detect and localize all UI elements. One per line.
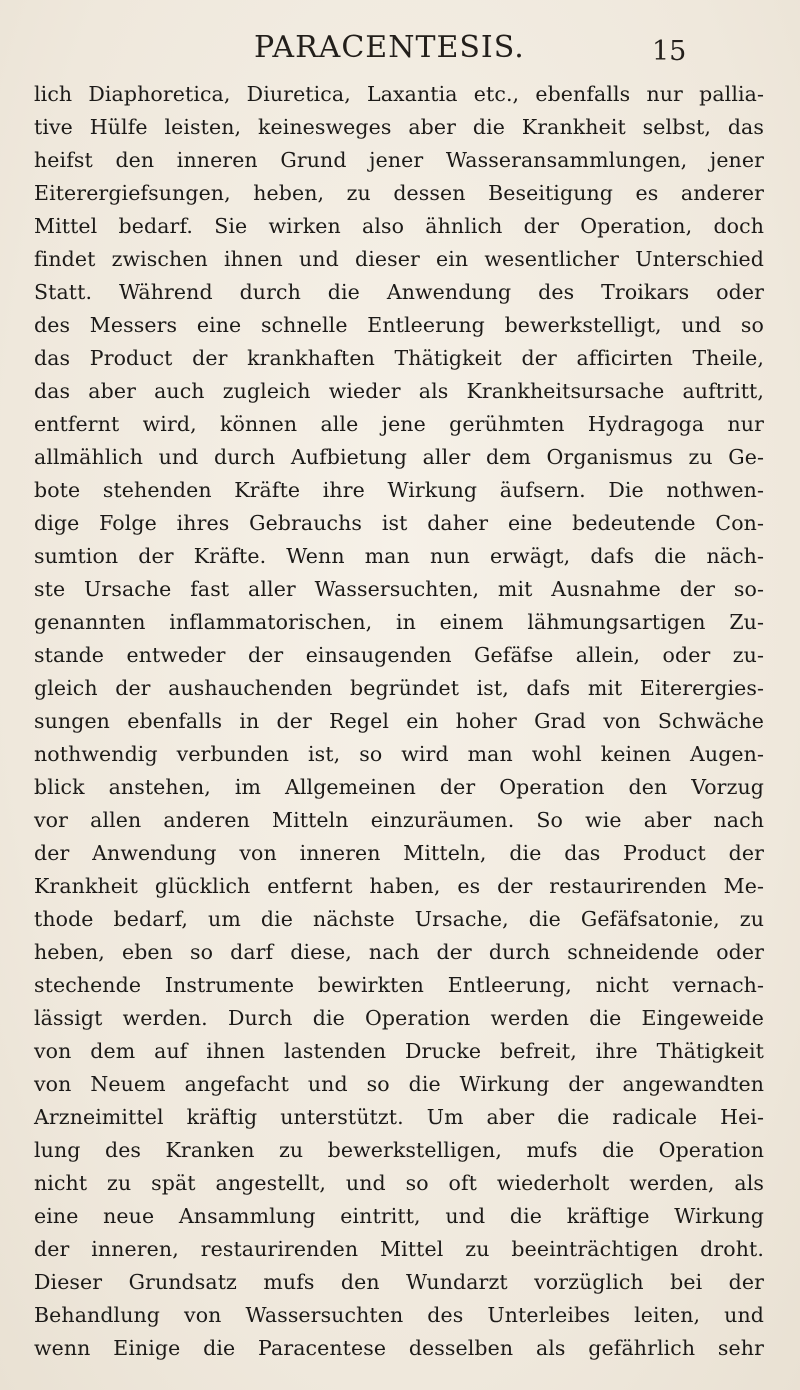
running-head xyxy=(0,26,800,66)
text-line: bote stehenden Kräfte ihre Wirkung äufsern. Die nothwen- xyxy=(34,478,764,502)
text-line: Eiterergiefsungen, heben, zu dessen Beseitigung es anderer xyxy=(34,181,764,205)
text-line: Arzneimittel kräftig unterstützt. Um aber die radicale Hei- xyxy=(34,1105,764,1129)
text-line: stechende Instrumente bewirkten Entleerung, nicht vernach- xyxy=(34,973,764,997)
text-line: das aber auch zugleich wieder als Krankheitsursache auftritt, xyxy=(34,379,764,403)
text-line: tive Hülfe leisten, keinesweges aber die Krankheit selbst, das xyxy=(34,115,764,139)
text-line: das Product der krankhaften Thätigkeit der afficirten Theile, xyxy=(34,346,764,370)
text-line: sungen ebenfalls in der Regel ein hoher Grad von Schwäche xyxy=(34,709,764,733)
text-line: der inneren, restaurirenden Mittel zu beeinträchtigen droht. xyxy=(34,1237,764,1261)
page-number: 15 xyxy=(652,36,687,67)
text-line: entfernt wird, können alle jene gerühmten Hydragoga nur xyxy=(34,412,764,436)
text-line: Behandlung von Wassersuchten des Unterleibes leiten, und xyxy=(34,1303,764,1327)
text-line: lässigt werden. Durch die Operation werden die Eingeweide xyxy=(34,1006,764,1030)
text-line: ste Ursache fast aller Wassersuchten, mit Ausnahme der so- xyxy=(34,577,764,601)
text-line: thode bedarf, um die nächste Ursache, die Gefäfsatonie, zu xyxy=(34,907,764,931)
text-line: Krankheit glücklich entfernt haben, es der restaurirenden Me- xyxy=(34,874,764,898)
text-line: heifst den inneren Grund jener Wasseransammlungen, jener xyxy=(34,148,764,172)
text-line: lich Diaphoretica, Diuretica, Laxantia etc., ebenfalls nur pallia- xyxy=(34,82,764,106)
text-line: des Messers eine schnelle Entleerung bewerkstelligt, und so xyxy=(34,313,764,337)
text-line: der Anwendung von inneren Mitteln, die das Product der xyxy=(34,841,764,865)
text-line: findet zwischen ihnen und dieser ein wesentlicher Unterschied xyxy=(34,247,764,271)
text-line: Mittel bedarf. Sie wirken also ähnlich der Operation, doch xyxy=(34,214,764,238)
text-line: allmählich und durch Aufbietung aller dem Organismus zu Ge- xyxy=(34,445,764,469)
text-line: lung des Kranken zu bewerkstelligen, mufs die Operation xyxy=(34,1138,764,1162)
text-line: dige Folge ihres Gebrauchs ist daher eine bedeutende Con- xyxy=(34,511,764,535)
text-line: sumtion der Kräfte. Wenn man nun erwägt, dafs die näch- xyxy=(34,544,764,568)
text-line: genannten inflammatorischen, in einem lähmungsartigen Zu- xyxy=(34,610,764,634)
text-line: eine neue Ansammlung eintritt, und die kräftige Wirkung xyxy=(34,1204,764,1228)
text-line: von dem auf ihnen lastenden Drucke befreit, ihre Thätigkeit xyxy=(34,1039,764,1063)
text-line: blick anstehen, im Allgemeinen der Operation den Vorzug xyxy=(34,775,764,799)
running-head-title: PARACENTESIS. xyxy=(254,30,525,65)
text-line: stande entweder der einsaugenden Gefäfse allein, oder zu- xyxy=(34,643,764,667)
text-line: Dieser Grundsatz mufs den Wundarzt vorzüglich bei der xyxy=(34,1270,764,1294)
text-line: nothwendig verbunden ist, so wird man wohl keinen Augen- xyxy=(34,742,764,766)
text-line: gleich der aushauchenden begründet ist, dafs mit Eiterergies- xyxy=(34,676,764,700)
text-line: von Neuem angefacht und so die Wirkung der angewandten xyxy=(34,1072,764,1096)
text-line: heben, eben so darf diese, nach der durch schneidende oder xyxy=(34,940,764,964)
text-line: wenn Einige die Paracentese desselben als gefährlich sehr xyxy=(34,1336,764,1360)
text-line: nicht zu spät angestellt, und so oft wiederholt werden, als xyxy=(34,1171,764,1195)
body-text xyxy=(34,78,764,1365)
text-line: vor allen anderen Mitteln einzuräumen. So wie aber nach xyxy=(34,808,764,832)
text-line: Statt. Während durch die Anwendung des Troikars oder xyxy=(34,280,764,304)
